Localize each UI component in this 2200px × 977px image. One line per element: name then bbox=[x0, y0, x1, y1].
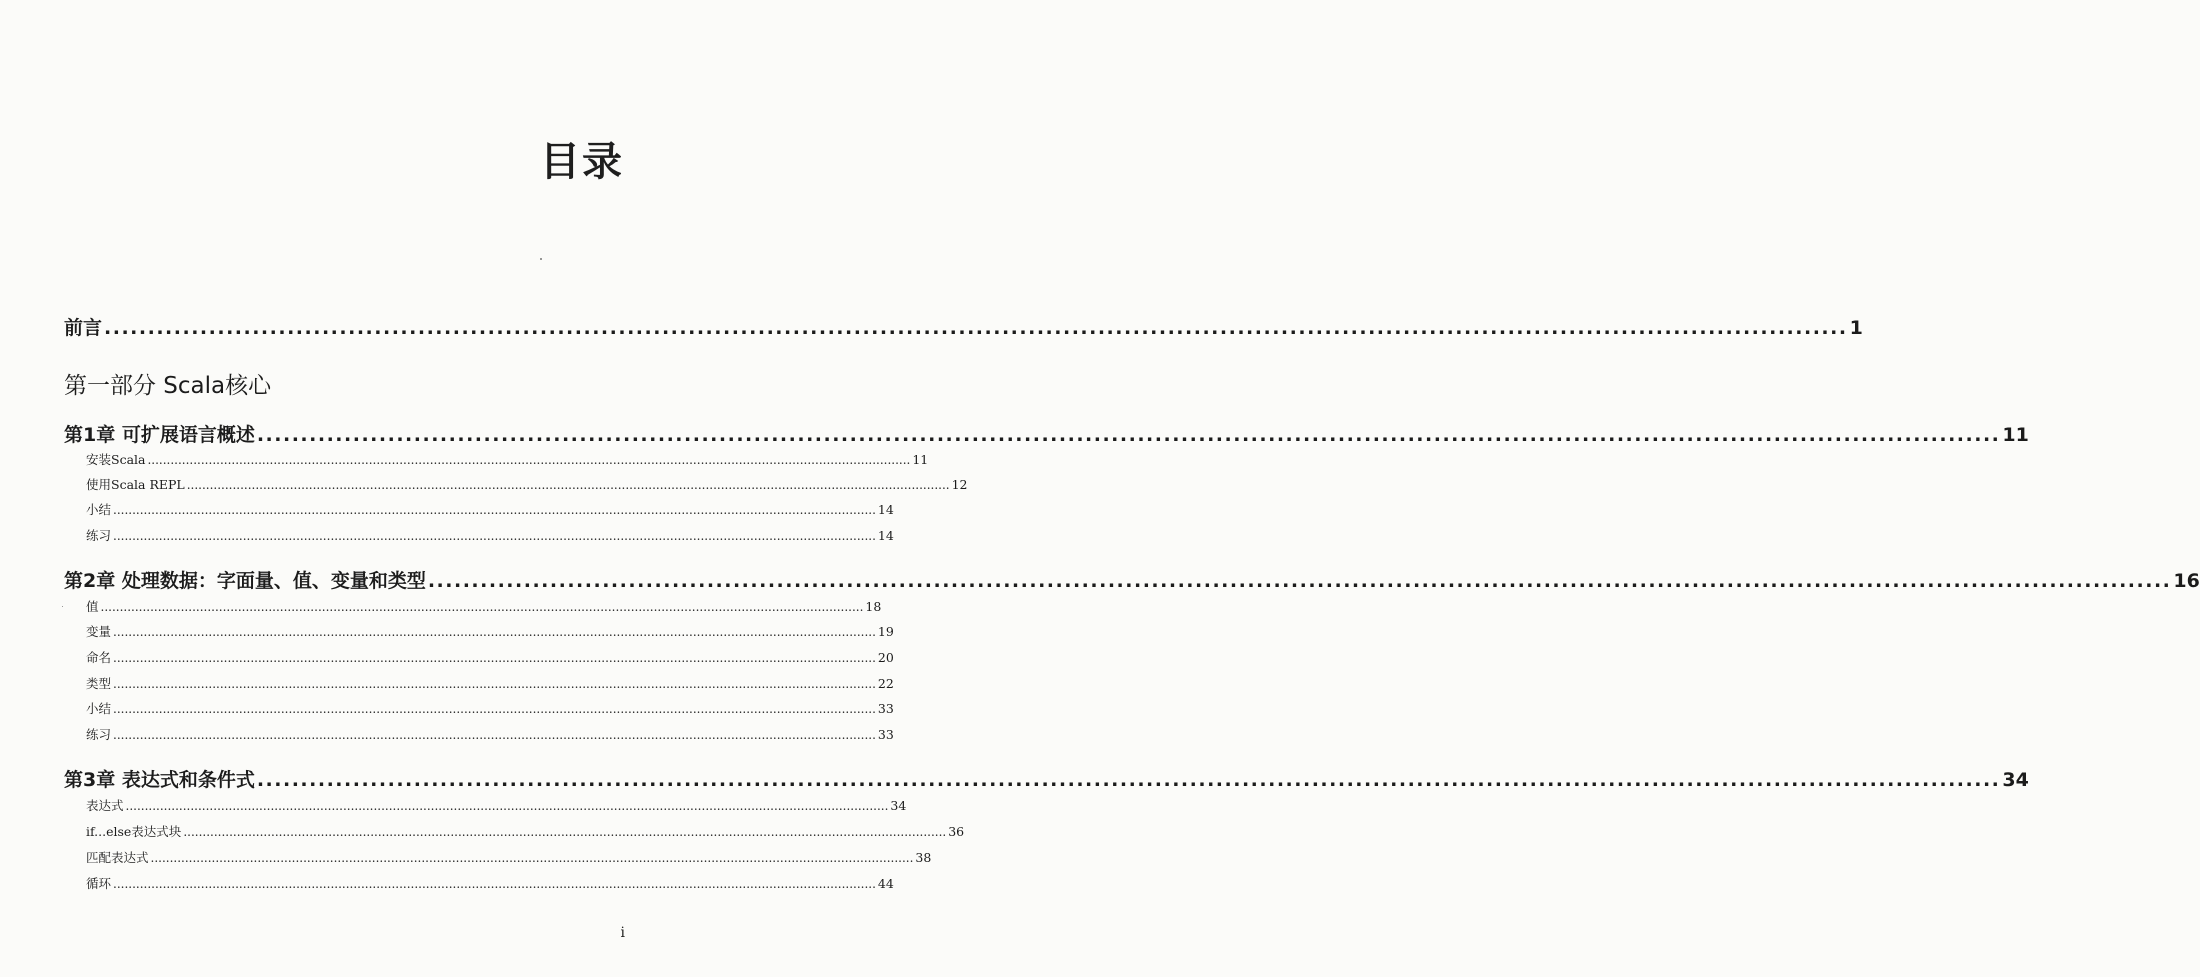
dot-leader: ........................................................................................................................................................................................................ bbox=[104, 317, 1848, 339]
dot-leader: ........................................................................................................................................................................................................ bbox=[150, 851, 914, 865]
toc-page: 36 bbox=[948, 824, 965, 839]
toc-label: 第1章 可扩展语言概述 bbox=[64, 424, 255, 446]
toc-label: 类型 bbox=[86, 676, 112, 691]
toc-entry-section[interactable] bbox=[86, 622, 894, 640]
toc-page: 44 bbox=[877, 876, 894, 891]
toc-entry-section[interactable] bbox=[86, 450, 929, 468]
toc-page: 33 bbox=[877, 701, 894, 716]
dot-leader: ........................................................................................................................................................................................................ bbox=[427, 570, 2172, 592]
toc-entry-chapter-1[interactable] bbox=[64, 420, 2029, 447]
toc-label: 第3章 表达式和条件式 bbox=[64, 769, 255, 791]
dot-leader: ........................................................................................................................................................................................................ bbox=[113, 503, 876, 517]
toc-page: 20 bbox=[877, 650, 894, 665]
toc-entry-section[interactable] bbox=[86, 648, 894, 666]
dot-leader: ........................................................................................................................................................................................................ bbox=[113, 529, 876, 543]
toc-label: 匹配表达式 bbox=[86, 850, 149, 865]
dot-leader: ........................................................................................................................................................................................................ bbox=[100, 600, 864, 614]
toc-label: 练习 bbox=[86, 528, 112, 543]
page-title: 目录 bbox=[540, 139, 624, 185]
toc-entry-section[interactable] bbox=[86, 699, 894, 717]
dot-leader: ........................................................................................................................................................................................................ bbox=[256, 769, 2001, 791]
toc-page: 1 bbox=[1849, 317, 1863, 339]
dot-leader: ........................................................................................................................................................................................................ bbox=[256, 424, 2001, 446]
dot-leader: ........................................................................................................................................................................................................ bbox=[125, 799, 889, 813]
toc-page: 38 bbox=[915, 850, 932, 865]
toc-label: 第2章 处理数据：字面量、值、变量和类型 bbox=[64, 570, 426, 592]
toc-entry-section[interactable] bbox=[86, 597, 882, 615]
dot-leader: ........................................................................................................................................................................................................ bbox=[113, 677, 876, 691]
toc-label: 练习 bbox=[86, 727, 112, 742]
toc-page: 11 bbox=[912, 452, 929, 467]
toc-label: 值 bbox=[86, 599, 99, 614]
dot-leader: ........................................................................................................................................................................................................ bbox=[113, 702, 876, 716]
dot-leader: ........................................................................................................................................................................................................ bbox=[113, 728, 876, 742]
toc-label: 前言 bbox=[64, 317, 103, 339]
dot-leader: ........................................................................................................................................................................................................ bbox=[183, 825, 947, 839]
toc-label: 安装Scala bbox=[86, 452, 146, 467]
toc-page: 16 bbox=[2173, 570, 2200, 592]
toc-entry-chapter-3[interactable] bbox=[64, 765, 2029, 792]
toc-entry-chapter-2[interactable] bbox=[64, 566, 2200, 593]
toc-label: if...else表达式块 bbox=[86, 824, 182, 839]
dot-leader: ........................................................................................................................................................................................................ bbox=[113, 625, 876, 639]
toc-page: 18 bbox=[865, 599, 882, 614]
part-title: 第一部分 Scala核心 bbox=[64, 373, 272, 399]
toc-entry-section[interactable] bbox=[86, 674, 894, 692]
scan-speck bbox=[540, 258, 542, 260]
dot-leader: ........................................................................................................................................................................................................ bbox=[147, 453, 911, 467]
dot-leader: ........................................................................................................................................................................................................ bbox=[113, 877, 876, 891]
toc-page: 19 bbox=[877, 624, 894, 639]
toc-entry-section[interactable] bbox=[86, 848, 932, 866]
toc-page: 14 bbox=[877, 528, 894, 543]
page-number: i bbox=[620, 925, 625, 941]
toc-page: 22 bbox=[877, 676, 894, 691]
toc-entry-section[interactable] bbox=[86, 526, 894, 544]
toc-label: 变量 bbox=[86, 624, 112, 639]
toc-label: 使用Scala REPL bbox=[86, 477, 185, 492]
toc-entry-section[interactable] bbox=[86, 822, 965, 840]
toc-label: 表达式 bbox=[86, 798, 124, 813]
toc-entry-section[interactable] bbox=[86, 725, 894, 743]
toc-label: 小结 bbox=[86, 502, 112, 517]
toc-entry-preface[interactable] bbox=[64, 313, 1863, 340]
toc-label: 循环 bbox=[86, 876, 112, 891]
toc-page: 11 bbox=[2002, 424, 2029, 446]
toc-page: 34 bbox=[2002, 769, 2029, 791]
toc-entry-section[interactable] bbox=[86, 475, 968, 493]
toc-page: 12 bbox=[951, 477, 968, 492]
toc-entry-section[interactable] bbox=[86, 500, 894, 518]
toc-page: 33 bbox=[877, 727, 894, 742]
toc-entry-section[interactable] bbox=[86, 874, 894, 892]
scan-speck bbox=[62, 606, 63, 607]
dot-leader: ........................................................................................................................................................................................................ bbox=[186, 478, 950, 492]
dot-leader: ........................................................................................................................................................................................................ bbox=[113, 651, 876, 665]
toc-label: 小结 bbox=[86, 701, 112, 716]
toc-entry-section[interactable] bbox=[86, 796, 907, 814]
toc-label: 命名 bbox=[86, 650, 112, 665]
toc-page: 34 bbox=[890, 798, 907, 813]
toc-page: 14 bbox=[877, 502, 894, 517]
